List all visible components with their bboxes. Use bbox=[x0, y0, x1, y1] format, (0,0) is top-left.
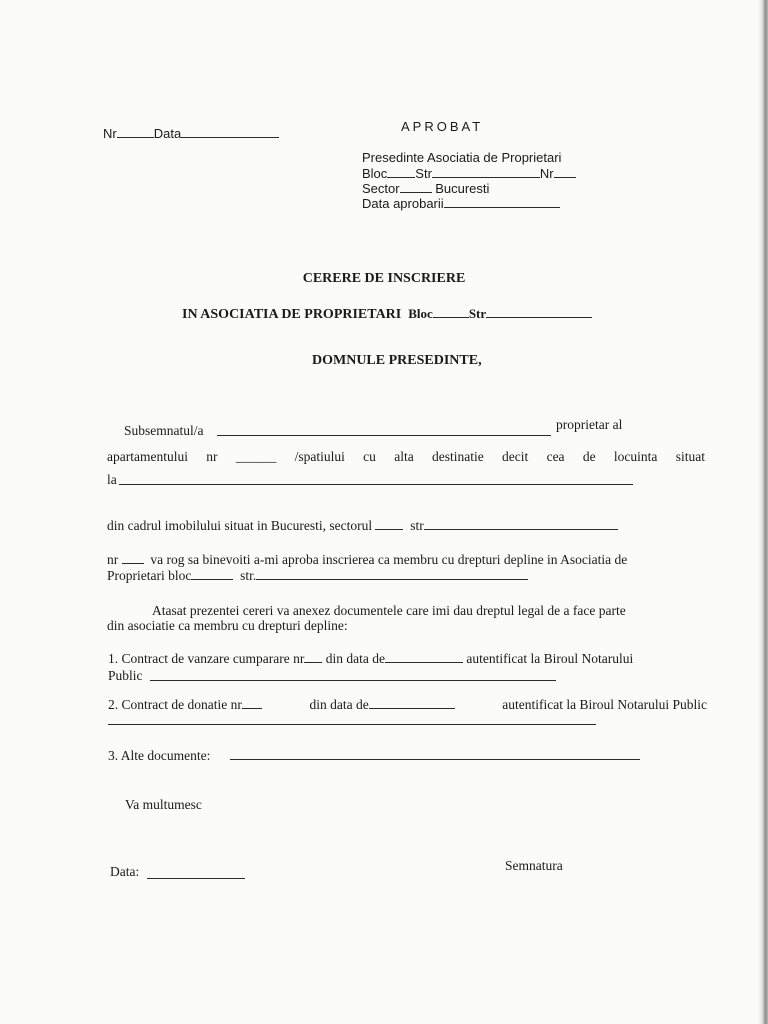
title-str-label: Str bbox=[468, 306, 487, 321]
data-blank[interactable] bbox=[181, 126, 279, 138]
doc1-public-blank[interactable] bbox=[150, 680, 556, 681]
nr-label-body: nr bbox=[107, 552, 119, 567]
va-rog-text: va rog sa binevoiti a-mi aproba inscrierea ca membru cu drepturi depline in Asociatia de bbox=[150, 552, 628, 567]
title-str-blank[interactable] bbox=[486, 306, 592, 318]
subsemnatul-blank[interactable] bbox=[217, 435, 551, 436]
word: cu bbox=[363, 449, 376, 464]
word: locuinta bbox=[613, 449, 658, 464]
data-aprobarii-line bbox=[362, 196, 560, 210]
data-label: Data bbox=[153, 126, 182, 141]
atasat-text: Atasat prezentei cereri va anexez documentele care imi dau dreptul legal de a face parte bbox=[152, 603, 626, 618]
bloc-blank-body[interactable] bbox=[191, 568, 233, 580]
bucuresti-label: Bucuresti bbox=[435, 181, 490, 196]
salutation: DOMNULE PRESEDINTE, bbox=[312, 353, 482, 368]
word: situat bbox=[675, 449, 705, 464]
str-label-body: str bbox=[410, 518, 424, 533]
apartamentului-line bbox=[107, 450, 705, 464]
title-bloc-label: Bloc bbox=[408, 306, 433, 321]
din-asociatie-text: din asociatie ca membru cu drepturi depline: bbox=[107, 618, 348, 633]
doc1-label: 1. Contract de vanzare cumparare nr bbox=[108, 651, 305, 666]
din-cadrul-label: din cadrul imobilului situat in Bucuresti, sectorul bbox=[107, 518, 373, 533]
doc3-label: 3. Alte documente: bbox=[108, 748, 211, 763]
sector-number-blank[interactable] bbox=[375, 518, 403, 530]
doc2-extra-blank[interactable] bbox=[108, 724, 596, 725]
str-blank[interactable] bbox=[432, 166, 540, 178]
word: cea bbox=[546, 449, 565, 464]
word: decit bbox=[502, 449, 529, 464]
doc1-line bbox=[108, 651, 633, 666]
doc1-public-label: Public bbox=[108, 668, 143, 683]
doc2-din-data: din data de bbox=[309, 697, 369, 712]
title-cerere: CERERE DE INSCRIERE bbox=[302, 271, 466, 286]
va-rog-line bbox=[107, 552, 627, 567]
doc1-nr-blank[interactable] bbox=[304, 651, 322, 663]
subsemnatul-label: Subsemnatul/a bbox=[124, 423, 204, 438]
str-blank-body[interactable] bbox=[424, 518, 618, 530]
nr-label-right: Nr bbox=[539, 166, 554, 181]
str2-label: str. bbox=[240, 568, 257, 583]
doc2-line bbox=[108, 697, 707, 712]
doc1-autentificat: autentificat la Biroul Notarului bbox=[466, 651, 634, 666]
nr-blank-right[interactable] bbox=[554, 166, 576, 178]
doc2-label-group bbox=[108, 697, 262, 712]
multumesc-text: Va multumesc bbox=[125, 797, 202, 812]
header-nr-data bbox=[103, 126, 279, 140]
sector-blank[interactable] bbox=[400, 181, 432, 193]
bloc-label: Bloc bbox=[362, 166, 388, 181]
word: nr bbox=[206, 449, 218, 464]
scan-page-edge bbox=[758, 0, 768, 1024]
doc1-data-blank[interactable] bbox=[385, 651, 463, 663]
proprietari-bloc-line bbox=[107, 568, 528, 583]
doc1-din-data: din data de bbox=[325, 651, 386, 666]
word: destinatie bbox=[432, 449, 484, 464]
doc2-data-group bbox=[309, 697, 454, 712]
la-blank[interactable] bbox=[119, 484, 633, 485]
doc2-data-blank[interactable] bbox=[369, 697, 455, 709]
data-footer-label: Data: bbox=[110, 864, 140, 879]
proprietar-label: proprietar al bbox=[556, 417, 623, 432]
la-label: la bbox=[107, 472, 117, 487]
word: /spatiului bbox=[294, 449, 345, 464]
word: de bbox=[582, 449, 596, 464]
str-label: Str bbox=[415, 166, 432, 181]
bloc-blank[interactable] bbox=[387, 166, 415, 178]
sector-line bbox=[362, 181, 489, 195]
presedinte-label: Presedinte Asociatia de Proprietari bbox=[362, 150, 562, 165]
title-asociatia: IN ASOCIATIA DE PROPRIETARI bbox=[182, 307, 402, 322]
doc2-autentificat: autentificat la Biroul Notarului Public bbox=[502, 697, 707, 712]
semnatura-label: Semnatura bbox=[505, 858, 563, 873]
title-bloc-blank[interactable] bbox=[433, 306, 469, 318]
nr-blank-body[interactable] bbox=[122, 552, 144, 564]
word: apartamentului bbox=[107, 449, 188, 464]
title-asociatia-line bbox=[182, 306, 592, 322]
doc2-label: 2. Contract de donatie nr bbox=[108, 697, 242, 712]
data-aprobarii-blank[interactable] bbox=[444, 196, 560, 208]
nr-label: Nr bbox=[103, 126, 117, 141]
doc3-blank[interactable] bbox=[230, 759, 640, 760]
str2-blank[interactable] bbox=[256, 568, 528, 580]
doc2-nr-blank[interactable] bbox=[242, 697, 262, 709]
din-cadrul-line bbox=[107, 518, 618, 533]
proprietari-bloc-label: Proprietari bloc bbox=[107, 568, 192, 583]
apartament-nr-blank[interactable]: ______ bbox=[235, 449, 277, 464]
sector-label: Sector bbox=[362, 181, 400, 196]
data-footer-blank[interactable] bbox=[147, 878, 245, 879]
aprobat-heading: APROBAT bbox=[401, 119, 484, 134]
bloc-str-nr-line bbox=[362, 166, 576, 180]
nr-blank[interactable] bbox=[117, 126, 154, 138]
word: alta bbox=[394, 449, 414, 464]
data-aprobarii-label: Data aprobarii bbox=[362, 196, 444, 211]
